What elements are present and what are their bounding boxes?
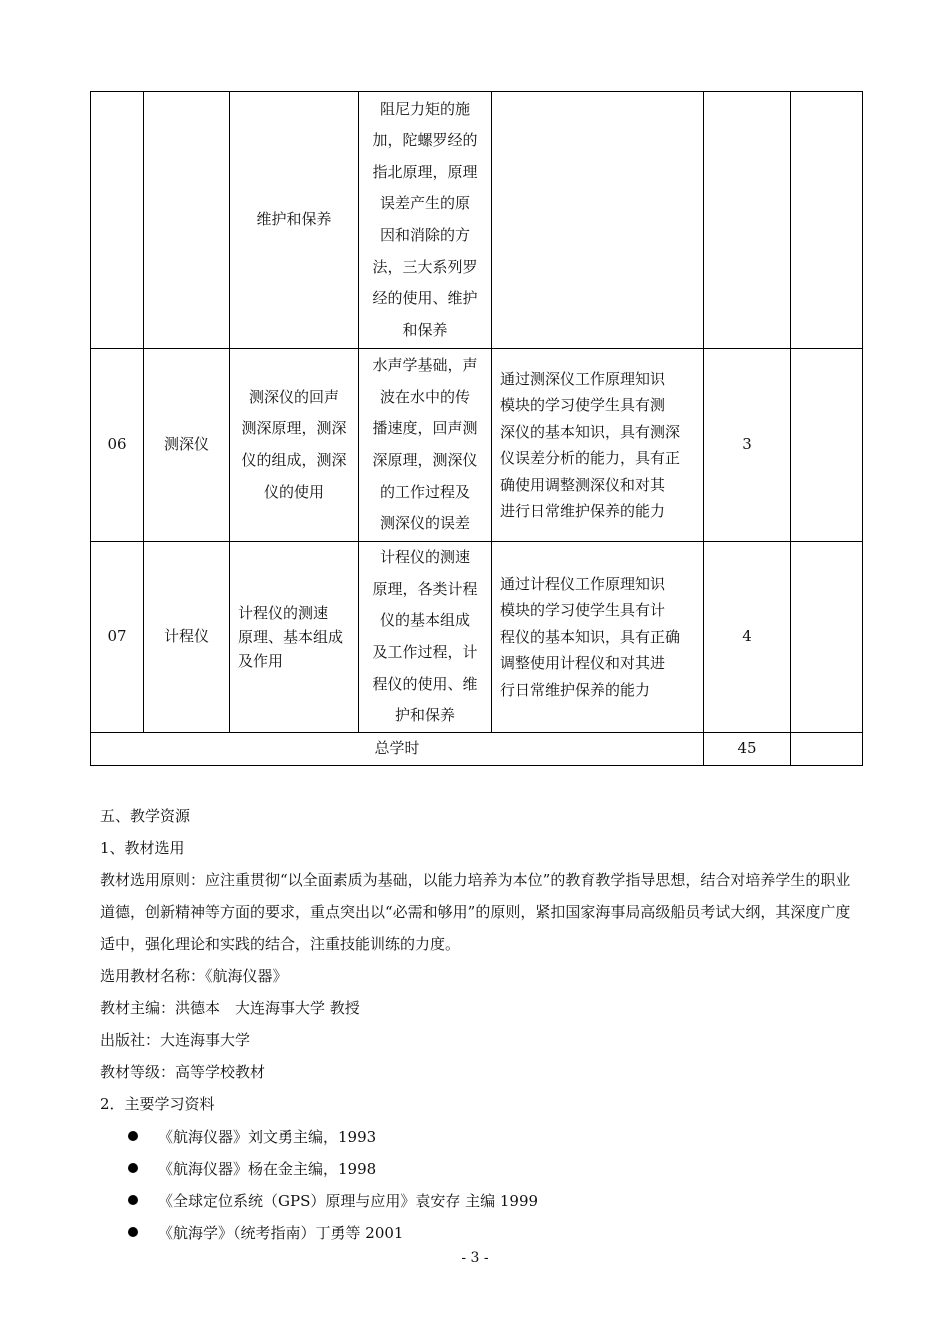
goal-line: 确使用调整测深仪和对其 (500, 475, 666, 494)
bullet-icon (128, 1163, 138, 1173)
cell-topic (230, 349, 359, 542)
table-row (91, 542, 863, 733)
topic-line: 计程仪的测速 (238, 604, 329, 622)
cell-hours: 3 (704, 349, 791, 542)
content-line: 阻尼力矩的施 (379, 99, 470, 118)
book-level: 教材等级：高等学校教材 (100, 1063, 266, 1081)
goal-line: 仪误差分析的能力，具有正 (500, 449, 681, 467)
bullet-icon (128, 1227, 138, 1237)
section-heading: 五、教学资源 (100, 807, 191, 825)
content-line: 播速度，回声测 (372, 419, 478, 438)
book-editor: 教材主编：洪德本 大连海事大学 教授 (100, 999, 360, 1017)
cell-goal (492, 349, 704, 542)
topic-line: 测深仪的回声 (248, 387, 339, 406)
cell-goal (492, 542, 704, 733)
topic-line: 测深原理，测深 (241, 419, 347, 438)
book-publisher: 出版社：大连海事大学 (100, 1031, 251, 1049)
topic-line: 仪的组成，测深 (241, 451, 347, 469)
content-line: 程仪的使用、维 (372, 674, 478, 693)
resources-section (100, 800, 860, 1120)
goal-line: 行日常维护保养的能力 (500, 680, 651, 699)
list-item (128, 1216, 848, 1248)
cell-module (144, 92, 230, 349)
goal-line: 通过计程仪工作原理知识 (500, 574, 666, 593)
reference-text: 《航海仪器》刘文勇主编，1993 (158, 1127, 377, 1146)
cell-topic (230, 92, 359, 349)
goal-line: 模块的学习使学生具有测 (500, 396, 666, 414)
cell-no: 06 (91, 349, 144, 542)
course-table (90, 91, 863, 766)
content-line: 误差产生的原 (379, 194, 470, 213)
content-line: 深原理，测深仪 (372, 451, 478, 469)
goal-line: 模块的学习使学生具有计 (500, 601, 666, 620)
content-line: 护和保养 (394, 706, 455, 725)
cell-no (91, 92, 144, 349)
content-line: 经的使用、维护 (372, 289, 478, 308)
cell-goal (492, 92, 704, 349)
cell-remark (791, 92, 863, 349)
content-line: 波在水中的传 (379, 387, 470, 406)
topic-line: 原理、基本组成 (238, 628, 344, 646)
table-row (91, 349, 863, 542)
cell-module: 测深仪 (144, 349, 230, 542)
subsection-heading: 2．主要学习资料 (100, 1095, 215, 1113)
content-line: 计程仪的测速 (379, 548, 470, 567)
cell-remark (791, 542, 863, 733)
list-item (128, 1152, 848, 1184)
goal-line: 深仪的基本知识，具有测深 (500, 422, 681, 441)
cell-content (359, 349, 492, 542)
content-line: 指北原理，原理 (372, 162, 478, 181)
content-line: 加，陀螺罗经的 (372, 131, 478, 150)
list-item (128, 1120, 848, 1152)
bullet-icon (128, 1195, 138, 1205)
content-line: 及工作过程，计 (372, 643, 478, 661)
list-item (128, 1184, 848, 1216)
table-row-total (91, 733, 863, 766)
content-line: 因和消除的方 (379, 226, 470, 244)
total-hours: 45 (704, 733, 791, 766)
cell-content (359, 542, 492, 733)
principle-paragraph: 教材选用原则：应注重贯彻“以全面素质为基础，以能力培养为本位”的教育教学指导思想，结合对培养学生的职业道德，创新精神等方面的要求，重点突出以“必需和够用”的原则，紧扣国家海事局高级船员考试大纲，其深度广度适中，强化理论和实践的结合，注重技能训练的力度。 (100, 871, 851, 953)
topic-line: 及作用 (238, 652, 284, 670)
cell-hours (704, 92, 791, 349)
cell-content (359, 92, 492, 349)
cell-topic (230, 542, 359, 733)
subsection-heading: 1、教材选用 (100, 839, 185, 857)
book-name: 选用教材名称：《航海仪器》 (100, 967, 288, 985)
goal-line: 调整使用计程仪和对其进 (500, 654, 666, 673)
cell-module: 计程仪 (144, 542, 230, 733)
goal-line: 程仪的基本知识，具有正确 (500, 627, 681, 646)
content-line: 仪的基本组成 (379, 611, 470, 630)
goal-line: 通过测深仪工作原理知识 (500, 369, 666, 388)
reference-text: 《全球定位系统（GPS）原理与应用》袁安存 主编 1999 (158, 1191, 539, 1210)
topic-line: 仪的使用 (263, 482, 324, 501)
goal-line: 进行日常维护保养的能力 (500, 502, 666, 520)
cell-no: 07 (91, 542, 144, 733)
total-label: 总学时 (91, 733, 704, 766)
cell-remark (791, 733, 863, 766)
content-line: 测深仪的误差 (379, 514, 470, 533)
cell-remark (791, 349, 863, 542)
page-number: - 3 - (461, 1250, 489, 1266)
table-row (91, 92, 863, 349)
content-line: 原理，各类计程 (372, 579, 478, 598)
cell-hours: 4 (704, 542, 791, 733)
topic-text: 维护和保养 (256, 210, 332, 229)
reference-text: 《航海学》（统考指南）丁勇等 2001 (158, 1223, 404, 1242)
content-line: 和保养 (402, 320, 448, 339)
content-line: 法，三大系列罗 (372, 257, 478, 276)
content-line: 的工作过程及 (379, 482, 470, 501)
content-line: 水声学基础，声 (372, 356, 478, 375)
reference-text: 《航海仪器》杨在金主编，1998 (158, 1159, 377, 1178)
reference-list (128, 1120, 848, 1248)
bullet-icon (128, 1131, 138, 1141)
